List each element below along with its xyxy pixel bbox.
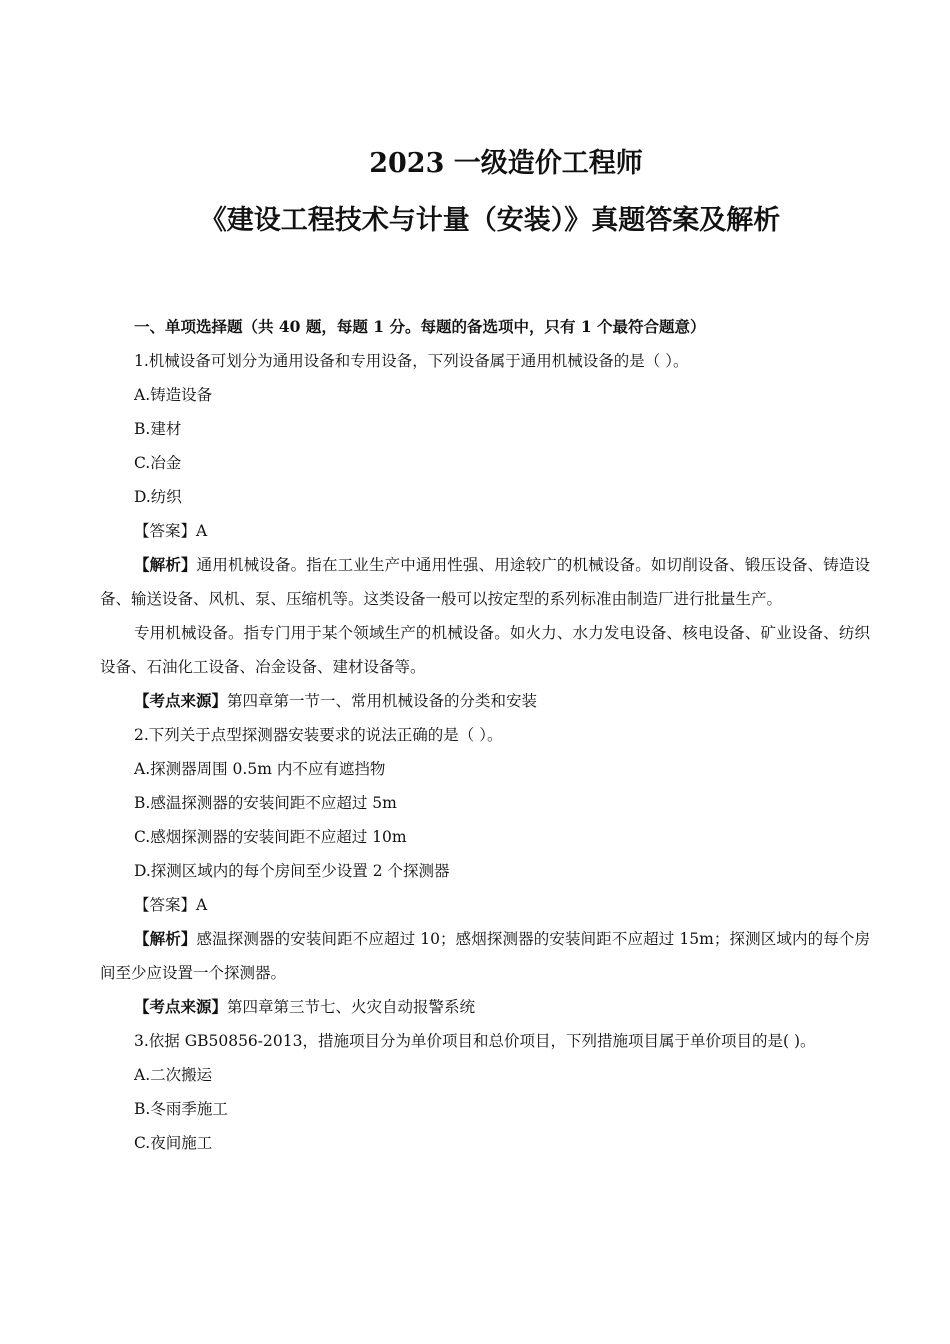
question-2-answer [100, 888, 870, 922]
question-2-option-b: B.感温探测器的安装间距不应超过 5m [134, 794, 397, 812]
question-2-analysis [100, 922, 870, 990]
question-1-option-c: C.冶金 [134, 454, 182, 472]
answer-tag: 【答案】 [134, 896, 197, 914]
source-tag: 【考点来源】 [134, 997, 228, 1016]
source-text: 第四章第三节七、火灾自动报警系统 [227, 998, 476, 1016]
question-3-option-c: C.夜间施工 [134, 1134, 213, 1152]
answer-value: A [196, 522, 208, 540]
document-title-line2: 《建设工程技术与计量（安装）》真题答案及解析 [199, 205, 781, 236]
question-1-analysis [100, 548, 870, 616]
question-2-source [100, 990, 870, 1024]
question-3-option-a: A.二次搬运 [134, 1066, 213, 1084]
question-2-option-c: C.感烟探测器的安装间距不应超过 10m [134, 828, 407, 846]
analysis-tag: 【解析】 [134, 555, 197, 574]
question-1-answer [100, 514, 870, 548]
answer-value: A [196, 896, 208, 914]
analysis-tag: 【解析】 [134, 929, 197, 948]
question-1-analysis-2: 专用机械设备。指专门用于某个领域生产的机械设备。如火力、水力发电设备、核电设备、矿业设备、纺织设备、石油化工设备、冶金设备、建材设备等。 [100, 624, 870, 676]
question-1-source [100, 684, 870, 718]
question-2-option-d: D.探测区域内的每个房间至少设置 2 个探测器 [134, 862, 450, 880]
question-1-option-d: D.纺织 [134, 488, 182, 506]
source-text: 第四章第一节一、常用机械设备的分类和安装 [227, 692, 538, 710]
question-1-option-a: A.铸造设备 [134, 386, 213, 404]
question-1-option-b: B.建材 [134, 420, 182, 438]
analysis-text: 感温探测器的安装间距不应超过 10；感烟探测器的安装间距不应超过 15m；探测区域内的每个房间至少应设置一个探测器。 [100, 930, 870, 982]
document-body [100, 310, 870, 1160]
question-2-stem: 2.下列关于点型探测器安装要求的说法正确的是（ ）。 [134, 726, 503, 744]
question-3-option-b: B.冬雨季施工 [134, 1100, 228, 1118]
question-1-stem: 1.机械设备可划分为通用设备和专用设备，下列设备属于通用机械设备的是（ ）。 [134, 352, 689, 370]
document-title-line1: 2023 一级造价工程师 [369, 148, 643, 179]
section-heading: 一、单项选择题（共 40 题，每题 1 分。每题的备选项中，只有 1 个最符合题意） [134, 317, 706, 336]
question-2-option-a: A.探测器周围 0.5m 内不应有遮挡物 [134, 760, 386, 778]
analysis-text: 通用机械设备。指在工业生产中通用性强、用途较广的机械设备。如切削设备、锻压设备、铸造设备、输送设备、风机、泵、压缩机等。这类设备一般可以按定型的系列标准由制造厂进行批量生产。 [100, 556, 870, 608]
answer-tag: 【答案】 [134, 522, 197, 540]
question-3-stem: 3.依据 GB50856-2013，措施项目分为单价项目和总价项目，下列措施项目属于单价项目的是( )。 [134, 1032, 816, 1050]
source-tag: 【考点来源】 [134, 691, 228, 710]
